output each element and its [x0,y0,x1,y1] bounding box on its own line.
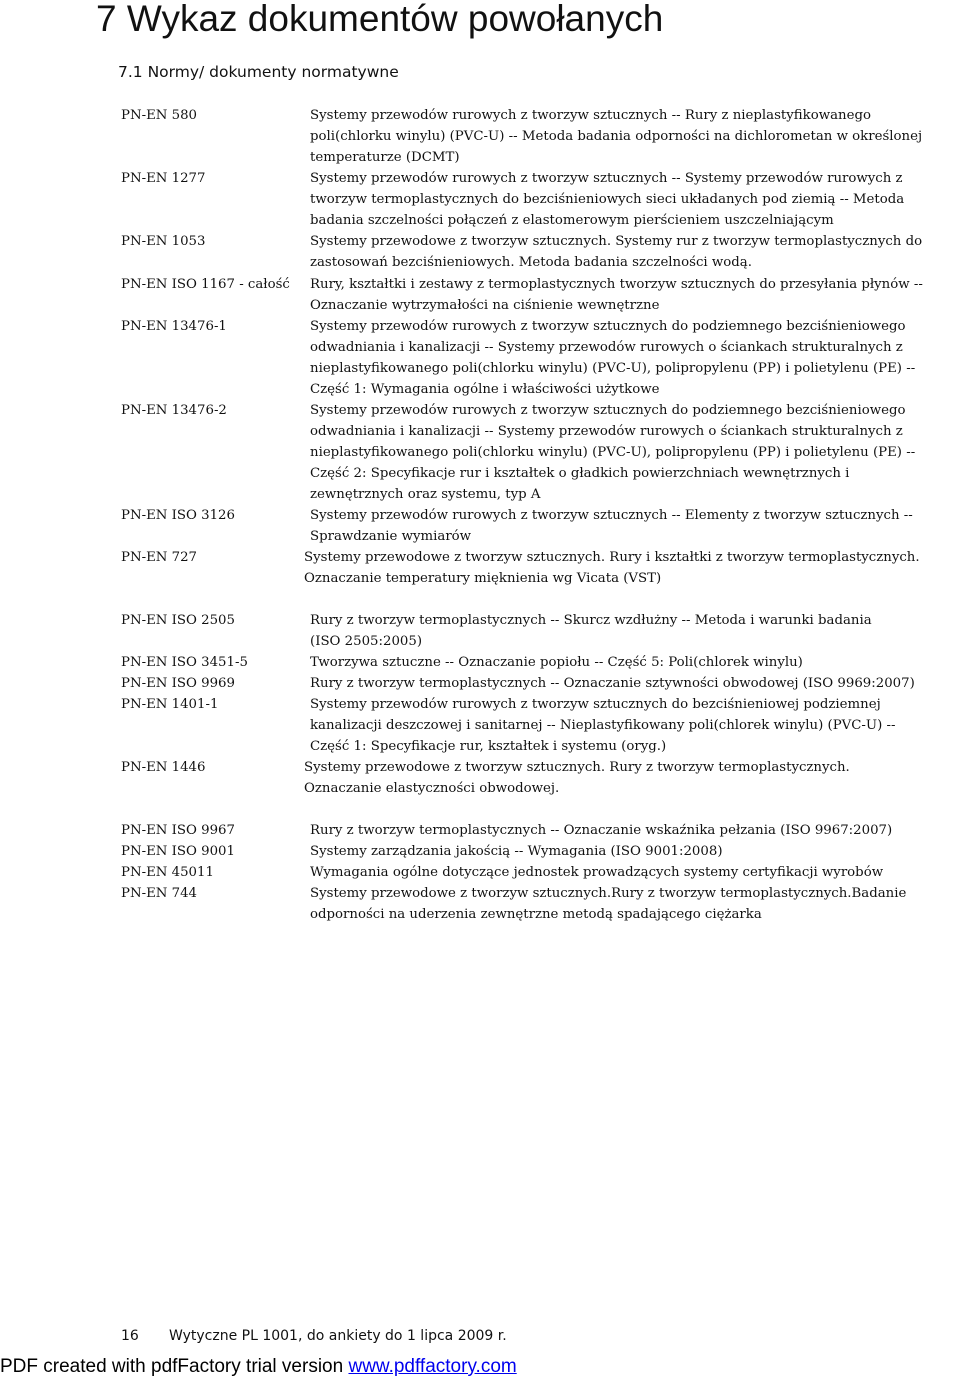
description-line: Tworzywa sztuczne -- Oznaczanie popiołu -- Część 5: Poli(chlorek winylu) [310,655,803,670]
standard-description [310,673,915,694]
standard-code: PN-EN ISO 9967 [121,823,235,838]
banner-text: PDF created with pdfFactory trial version [0,1356,349,1377]
description-line: Systemy zarządzania jakością -- Wymagania (ISO 9001:2008) [310,844,723,859]
standard-code: PN-EN ISO 2505 [121,613,235,628]
standard-code: PN-EN 13476-1 [121,319,227,334]
standard-code: PN-EN 727 [121,550,198,565]
description-line: nieplastyfikowanego poli(chlorku winylu) (PVC-U), polipropylenu (PP) i polietylenu (PE) -- [310,361,916,376]
standard-description [310,694,896,757]
description-line: nieplastyfikowanego poli(chlorku winylu) (PVC-U), polipropylenu (PP) i polietylenu (PE) -- [310,445,916,460]
description-line: odwadniania i kanalizacji -- Systemy przewodów rurowych o ściankach strukturalnych z [310,424,903,439]
description-line: Oznaczanie elastyczności obwodowej. [304,781,560,796]
description-line: poli(chlorku winylu) (PVC-U) -- Metoda badania odporności na dichlorometan w określonej [310,129,923,144]
description-line: Systemy przewodowe z tworzyw sztucznych. Rury z tworzyw termoplastycznych. [304,760,850,775]
standard-description [310,505,913,547]
description-line: Część 2: Specyfikacje rur i kształtek o gładkich powierzchniach wewnętrznych i [310,466,850,481]
standard-code: PN-EN 1053 [121,234,206,249]
page-footer [121,1327,507,1345]
description-line: Systemy przewodowe z tworzyw sztucznych. Systemy rur z tworzyw termoplastycznych do [310,234,923,249]
footer-title: Wytyczne PL 1001, do ankiety do 1 lipca 2009 r. [169,1328,507,1344]
standard-code: PN-EN ISO 9001 [121,844,235,859]
standard-description [310,883,906,925]
description-line: zewnętrznych oraz systemu, typ A [310,487,541,502]
description-line: Systemy przewodów rurowych z tworzyw sztucznych do bezciśnieniowej podziemnej [310,697,881,712]
description-line: Oznaczanie wytrzymałości na ciśnienie wewnętrzne [310,298,660,313]
description-line: zastosowań bezciśnieniowych. Metoda badania szczelności wodą. [310,255,752,270]
standard-code: PN-EN ISO 3451-5 [121,655,248,670]
description-line: odwadniania i kanalizacji -- Systemy przewodów rurowych o ściankach strukturalnych z [310,340,903,355]
description-line: (ISO 2505:2005) [310,634,423,649]
description-line: badania szczelności połączeń z elastomerowym pierścieniem uszczelniającym [310,213,834,228]
description-line: Wymagania ogólne dotyczące jednostek prowadzących systemy certyfikacji wyrobów [310,865,884,880]
standard-description [304,757,850,799]
section-subheading: 7.1 Normy/ dokumenty normatywne [118,63,399,81]
description-line: Rury z tworzyw termoplastycznych -- Oznaczanie wskaźnika pełzania (ISO 9967:2007) [310,823,893,838]
description-line: Systemy przewodowe z tworzyw sztucznych.Rury z tworzyw termoplastycznych.Badanie [310,886,907,901]
standard-code: PN-EN 13476-2 [121,403,227,418]
standard-description [310,316,915,400]
standard-code: PN-EN 1277 [121,171,206,186]
description-line: Oznaczanie temperatury mięknienia wg Vicata (VST) [304,571,662,586]
description-line: temperaturze (DCMT) [310,150,460,165]
standard-code: PN-EN ISO 3126 [121,508,235,523]
standard-code: PN-EN 45011 [121,865,214,880]
standard-description [310,610,872,652]
standard-description [310,841,723,862]
description-line: Rury, kształtki i zestawy z termoplastycznych tworzyw sztucznych do przesyłania płynów -- [310,277,923,292]
description-line: odporności na uderzenia zewnętrzne metodą spadającego ciężarka [310,907,762,922]
description-line: Systemy przewodów rurowych z tworzyw sztucznych -- Elementy z tworzyw sztucznych -- [310,508,913,523]
standard-code: PN-EN 580 [121,108,198,123]
standard-code: PN-EN 1446 [121,760,206,775]
page-heading: 7 Wykaz dokumentów powołanych [96,0,664,39]
description-line: Systemy przewodów rurowych z tworzyw sztucznych -- Rury z nieplastyfikowanego [310,108,871,123]
standard-description [310,231,922,273]
description-line: Część 1: Specyfikacje rur, kształtek i systemu (oryg.) [310,739,667,754]
description-line: Systemy przewodów rurowych z tworzyw sztucznych -- Systemy przewodów rurowych z [310,171,903,186]
description-line: Systemy przewodów rurowych z tworzyw sztucznych do podziemnego bezciśnieniowego [310,319,906,334]
standard-description [310,274,923,316]
description-line: Sprawdzanie wymiarów [310,529,472,544]
standard-description [310,400,915,505]
standard-code: PN-EN 744 [121,886,198,901]
standard-code: PN-EN ISO 1167 - całość [121,277,290,292]
standard-description [310,820,892,841]
description-line: Część 1: Wymagania ogólne i właściwości użytkowe [310,382,660,397]
standard-description [310,105,922,168]
standard-description [310,862,883,883]
description-line: tworzyw termoplastycznych do bezciśnieniowych sieci układanych pod ziemią -- Metoda [310,192,905,207]
standard-code: PN-EN ISO 9969 [121,676,235,691]
page-number: 16 [121,1328,139,1344]
description-line: Systemy przewodowe z tworzyw sztucznych. Rury i kształtki z tworzyw termoplastycznych. [304,550,920,565]
standard-description [310,652,803,673]
description-line: Systemy przewodów rurowych z tworzyw sztucznych do podziemnego bezciśnieniowego [310,403,906,418]
description-line: Rury z tworzyw termoplastycznych -- Oznaczanie sztywności obwodowej (ISO 9969:2007) [310,676,915,691]
description-line: Rury z tworzyw termoplastycznych -- Skurcz wzdłużny -- Metoda i warunki badania [310,613,872,628]
standard-description [304,547,920,589]
pdffactory-link[interactable]: www.pdffactory.com [348,1356,517,1377]
standard-code: PN-EN 1401-1 [121,697,219,712]
pdf-banner [0,1356,517,1378]
standard-description [310,168,904,231]
description-line: kanalizacji deszczowej i sanitarnej -- Nieplastyfikowany poli(chlorek winylu) (PVC-U) -- [310,718,896,733]
